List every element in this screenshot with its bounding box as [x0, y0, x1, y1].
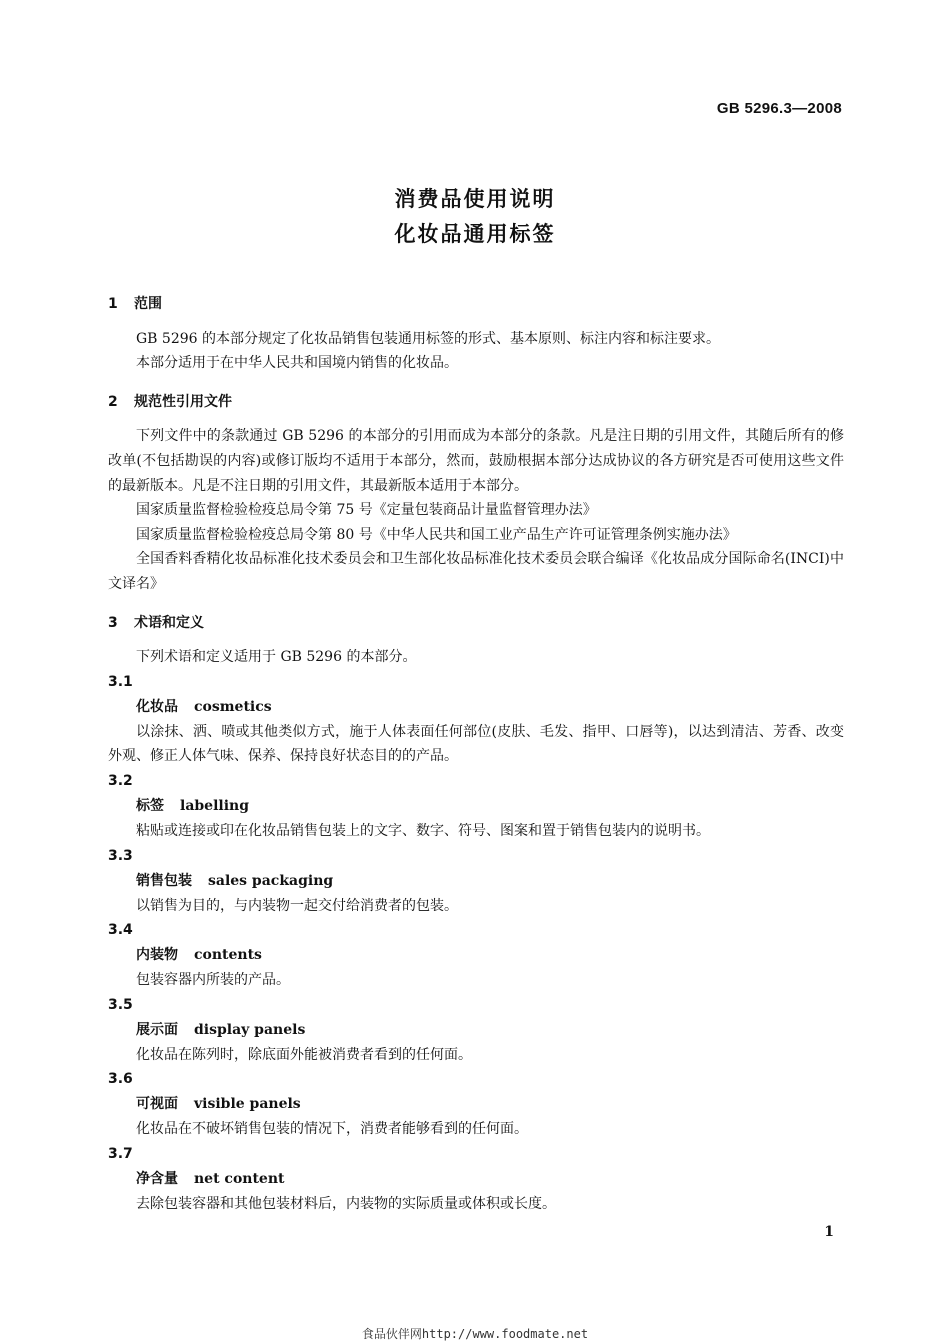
section-number: 2	[108, 393, 118, 410]
reference-item: 国家质量监督检验检疫总局令第 80 号《中华人民共和国工业产品生产许可证管理条例实施办法》	[136, 526, 737, 543]
section-heading-references	[108, 390, 844, 415]
section-heading-terms	[108, 611, 844, 636]
clause-number: 3.6	[108, 1071, 133, 1088]
document-title-line-1: 消费品使用说明	[394, 187, 556, 211]
clause-number: 3.2	[108, 772, 133, 789]
section-body-terms	[108, 645, 844, 1216]
term-definition: 以涂抹、洒、喷或其他类似方式，施于人体表面任何部位(皮肤、毛发、指甲、口唇等)，以达到清洁、芳香、改变外观、修正人体气味、保养、保持良好状态目的的产品。	[108, 723, 844, 765]
term-english: contents	[194, 947, 262, 964]
page-number: 1	[824, 1224, 834, 1240]
term-entry	[108, 918, 844, 993]
clause-number: 3.3	[108, 847, 133, 864]
term-name	[108, 1167, 844, 1192]
document-title-line-2: 化妆品通用标签	[394, 222, 556, 246]
site-watermark: 食品伙伴网http://www.foodmate.net	[361, 1327, 589, 1341]
term-english: net content	[194, 1170, 285, 1187]
term-chinese: 可视面	[136, 1096, 178, 1113]
term-chinese: 展示面	[136, 1021, 178, 1038]
term-english: display panels	[194, 1021, 306, 1038]
term-chinese: 标签	[136, 797, 164, 814]
term-definition: 化妆品在不破坏销售包装的情况下，消费者能够看到的任何面。	[136, 1121, 528, 1138]
section-number: 3	[108, 614, 118, 631]
term-entry	[108, 993, 844, 1068]
term-definition: 去除包装容器和其他包装材料后，内装物的实际质量或体积或长度。	[136, 1195, 556, 1212]
term-name	[108, 869, 844, 894]
term-name	[108, 943, 844, 968]
paragraph: 下列文件中的条款通过 GB 5296 的本部分的引用而成为本部分的条款。凡是注日期的引用文件，其随后所有的修改单(不包括勘误的内容)或修订版均不适用于本部分，然而，鼓励根据本部分达成协议的各方研究是否可使用这些文件的最新版本。凡是不注日期的引用文件，其最新版本适用于本部分。	[108, 428, 844, 494]
paragraph: 下列术语和定义适用于 GB 5296 的本部分。	[136, 649, 417, 666]
clause-number: 3.5	[108, 996, 133, 1013]
term-entry	[108, 769, 844, 844]
term-name	[108, 1018, 844, 1043]
standard-code: GB 5296.3—2008	[716, 100, 842, 117]
term-definition: 化妆品在陈列时，除底面外能被消费者看到的任何面。	[136, 1046, 472, 1063]
term-name	[108, 695, 844, 720]
clause-number: 3.7	[108, 1145, 133, 1162]
term-definition: 包装容器内所装的产品。	[136, 972, 290, 989]
term-chinese: 销售包装	[136, 872, 192, 889]
term-definition: 以销售为目的，与内装物一起交付给消费者的包装。	[136, 897, 458, 914]
term-english: cosmetics	[194, 698, 272, 715]
term-entry	[108, 670, 844, 769]
section-title: 规范性引用文件	[134, 393, 232, 410]
term-name	[108, 794, 844, 819]
section-body-references	[108, 424, 844, 596]
clause-number: 3.1	[108, 673, 133, 690]
reference-item: 全国香料香精化妆品标准化技术委员会和卫生部化妆品标准化技术委员会联合编译《化妆品成分国际命名(INCI)中文译名》	[108, 551, 844, 592]
section-title: 范围	[134, 296, 162, 312]
section-number: 1	[108, 296, 118, 312]
term-entry	[108, 1142, 844, 1217]
term-chinese: 化妆品	[136, 698, 178, 715]
reference-item: 国家质量监督检验检疫总局令第 75 号《定量包装商品计量监督管理办法》	[136, 502, 597, 519]
section-body-scope	[108, 327, 844, 376]
document-body	[108, 292, 844, 1216]
term-definition: 粘贴或连接或印在化妆品销售包装上的文字、数字、符号、图案和置于销售包装内的说明书。	[136, 822, 710, 839]
paragraph: 本部分适用于在中华人民共和国境内销售的化妆品。	[136, 355, 458, 372]
paragraph: GB 5296 的本部分规定了化妆品销售包装通用标签的形式、基本原则、标注内容和标注要求。	[136, 330, 720, 347]
term-english: sales packaging	[208, 872, 334, 889]
term-chinese: 净含量	[136, 1170, 178, 1187]
term-english: visible panels	[194, 1096, 301, 1113]
term-entry	[108, 1067, 844, 1142]
term-entry	[108, 844, 844, 919]
section-title: 术语和定义	[134, 614, 204, 631]
clause-number: 3.4	[108, 922, 133, 939]
section-heading-scope	[108, 292, 844, 317]
term-name	[108, 1092, 844, 1117]
term-english: labelling	[180, 797, 250, 814]
term-chinese: 内装物	[136, 947, 178, 964]
